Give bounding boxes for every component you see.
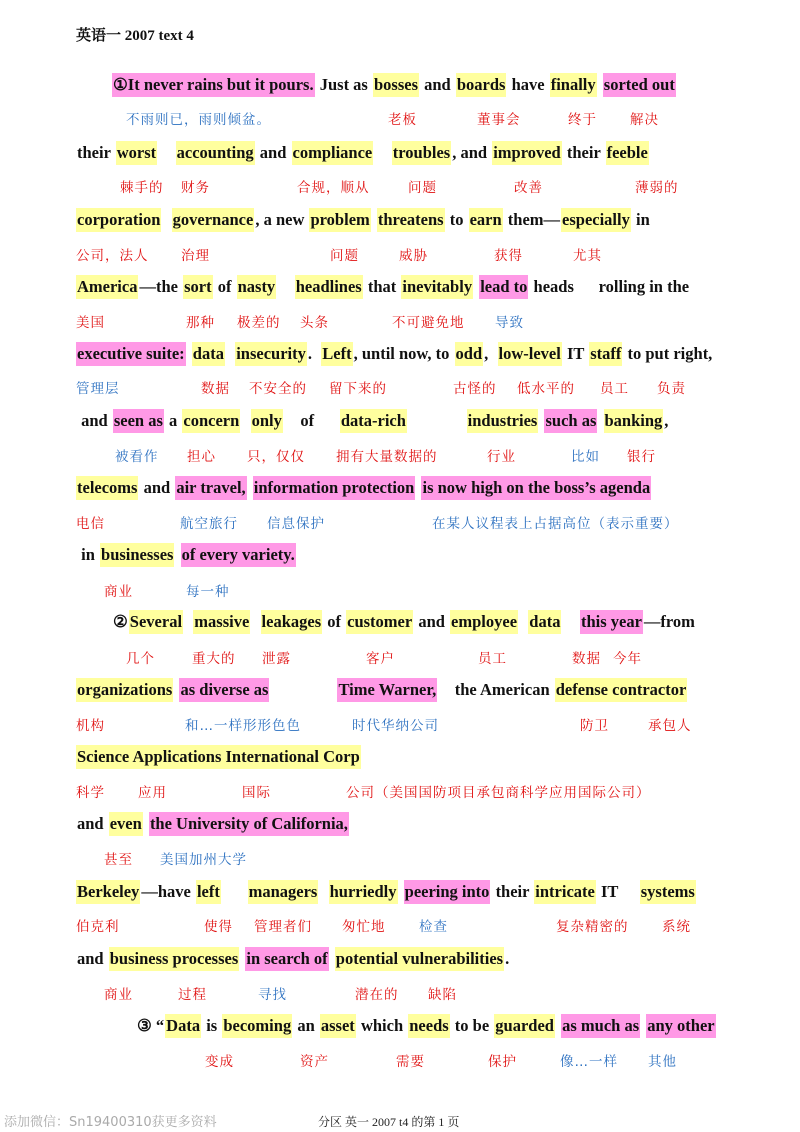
text-line	[76, 542, 296, 568]
text-line	[76, 207, 651, 233]
plain-text	[225, 342, 235, 366]
gloss-word: 解决	[630, 112, 659, 128]
plain-text: in	[77, 545, 100, 564]
plain-text	[157, 141, 176, 165]
text-line	[76, 879, 696, 905]
plain-text: —from	[643, 612, 695, 631]
gloss-word: 泄露	[262, 651, 291, 667]
word-highlight: America	[76, 275, 138, 299]
word-highlight: organizations	[76, 678, 173, 702]
gloss-word: 负责	[657, 381, 686, 397]
gloss-word: 寻找	[258, 987, 287, 1003]
gloss-word: 获得	[494, 248, 523, 264]
plain-text: their	[491, 882, 534, 901]
word-highlight: threatens	[377, 208, 445, 232]
plain-text: ②	[113, 612, 128, 631]
plain-text	[183, 610, 193, 634]
gloss-word: 银行	[627, 449, 656, 465]
word-highlight: data	[528, 610, 561, 634]
word-highlight: Left	[321, 342, 352, 366]
word-highlight: employee	[450, 610, 518, 634]
word-highlight: low-level	[498, 342, 562, 366]
plain-text	[318, 880, 328, 904]
gloss-word: 拥有大量数据的	[336, 449, 438, 465]
plain-text: ,	[664, 411, 669, 430]
word-highlight: intricate	[534, 880, 596, 904]
phrase-highlight: peering into	[404, 880, 491, 904]
plain-text	[276, 275, 295, 299]
gloss-word: 合规，顺从	[297, 180, 370, 196]
plain-text: is	[202, 1016, 222, 1035]
gloss-word: 潜在的	[355, 987, 399, 1003]
gloss-word: 防卫	[580, 718, 609, 734]
gloss-word: 客户	[366, 651, 395, 667]
page-number-label: 分区 英一 2007 t4 的第 1 页	[318, 1115, 460, 1129]
plain-text: Just as	[315, 75, 372, 94]
watermark-text: 添加微信：Sn19400310获更多资料	[4, 1115, 217, 1130]
word-highlight: data	[192, 342, 225, 366]
gloss-word: 匆忙地	[342, 919, 386, 935]
phrase-highlight: this year	[580, 610, 643, 634]
word-highlight: insecurity	[235, 342, 307, 366]
word-highlight: needs	[408, 1014, 449, 1038]
phrase-highlight: in search of	[245, 947, 328, 971]
plain-text: heads rolling in the	[529, 277, 690, 296]
word-highlight: Several	[129, 610, 183, 634]
plain-text: and	[414, 612, 450, 631]
word-highlight: earn	[469, 208, 503, 232]
plain-text: a	[164, 411, 182, 430]
gloss-word: 电信	[76, 516, 105, 532]
word-highlight: left	[196, 880, 221, 904]
gloss-word: 老板	[388, 112, 417, 128]
word-highlight: Science Applications International Corp	[76, 745, 361, 769]
plain-text	[221, 880, 248, 904]
gloss-line	[0, 445, 800, 465]
word-highlight: Berkeley	[76, 880, 140, 904]
word-highlight: business processes	[109, 947, 240, 971]
phrase-highlight: information protection	[253, 476, 416, 500]
text-line	[76, 408, 669, 434]
gloss-line	[0, 848, 800, 868]
plain-text: the American	[438, 680, 554, 699]
plain-text: —have	[141, 882, 195, 901]
gloss-line	[0, 176, 800, 196]
text-line	[76, 811, 349, 837]
gloss-word: 被看作	[115, 449, 159, 465]
word-highlight: even	[109, 812, 143, 836]
text-line	[76, 274, 690, 300]
gloss-word: 留下来的	[329, 381, 387, 397]
gloss-word: 终于	[568, 112, 597, 128]
gloss-word: 国际	[242, 785, 271, 801]
plain-text: them—	[503, 210, 561, 229]
word-highlight: boards	[456, 73, 507, 97]
phrase-highlight: the University of California,	[149, 812, 349, 836]
gloss-word: 承包人	[648, 718, 692, 734]
gloss-word: 管理者们	[254, 919, 312, 935]
gloss-word: 极差的	[237, 315, 281, 331]
word-highlight: massive	[193, 610, 250, 634]
word-highlight: nasty	[237, 275, 277, 299]
word-highlight: only	[251, 409, 283, 433]
gloss-line	[0, 580, 800, 600]
word-highlight: managers	[248, 880, 319, 904]
gloss-word: 商业	[104, 987, 133, 1003]
plain-text: that	[363, 277, 401, 296]
gloss-word: 数据	[572, 651, 601, 667]
gloss-word: 时代华纳公司	[352, 718, 439, 734]
plain-text	[407, 409, 467, 433]
gloss-word: 问题	[408, 180, 437, 196]
word-highlight: guarded	[494, 1014, 555, 1038]
gloss-line	[0, 108, 800, 128]
gloss-line	[0, 377, 800, 397]
gloss-word: 科学	[76, 785, 105, 801]
gloss-line	[0, 1050, 800, 1070]
plain-text: , a new	[255, 210, 309, 229]
gloss-word: 每一种	[186, 584, 230, 600]
word-highlight: finally	[550, 73, 597, 97]
word-highlight: inevitably	[401, 275, 473, 299]
plain-text: ,	[484, 344, 497, 363]
gloss-word: 航空旅行	[180, 516, 238, 532]
word-highlight: worst	[116, 141, 157, 165]
word-highlight: headlines	[295, 275, 363, 299]
gloss-word: 应用	[138, 785, 167, 801]
gloss-word: 复杂精密的	[556, 919, 629, 935]
phrase-highlight: sorted out	[603, 73, 676, 97]
word-highlight: accounting	[176, 141, 255, 165]
gloss-word: 不安全的	[249, 381, 307, 397]
word-highlight: systems	[640, 880, 696, 904]
phrase-highlight: as diverse as	[179, 678, 269, 702]
gloss-word: 重大的	[192, 651, 236, 667]
gloss-word: 资产	[300, 1054, 329, 1070]
text-line	[112, 609, 696, 635]
plain-text: of	[323, 612, 346, 631]
word-highlight: defense contractor	[555, 678, 688, 702]
gloss-word: 问题	[330, 248, 359, 264]
gloss-word: 担心	[187, 449, 216, 465]
phrase-highlight: lead to	[479, 275, 528, 299]
plain-text: and	[77, 814, 108, 833]
gloss-word: 员工	[600, 381, 629, 397]
gloss-word: 今年	[613, 651, 642, 667]
phrase-highlight: air travel,	[175, 476, 246, 500]
plain-text: in	[631, 210, 650, 229]
gloss-line	[0, 781, 800, 801]
gloss-line	[0, 311, 800, 331]
plain-text	[561, 610, 580, 634]
page-title: 英语一 2007 text 4	[76, 28, 194, 44]
gloss-word: 管理层	[76, 381, 120, 397]
plain-text: , and	[452, 143, 492, 162]
gloss-word: 导致	[495, 315, 524, 331]
gloss-word: 在某人议程表上占据高位（表示重要）	[432, 516, 679, 532]
gloss-word: 行业	[487, 449, 516, 465]
gloss-word: 像…一样	[560, 1054, 618, 1070]
word-highlight: industries	[467, 409, 539, 433]
word-highlight: customer	[346, 610, 413, 634]
word-highlight: governance	[172, 208, 255, 232]
gloss-line	[0, 714, 800, 734]
word-highlight: Data	[165, 1014, 201, 1038]
gloss-word: 其他	[648, 1054, 677, 1070]
plain-text: of	[283, 411, 339, 430]
gloss-word: 使得	[204, 919, 233, 935]
word-highlight: troubles	[392, 141, 451, 165]
gloss-word: 缺陷	[428, 987, 457, 1003]
word-highlight: problem	[309, 208, 370, 232]
word-highlight: data-rich	[340, 409, 407, 433]
gloss-line	[0, 244, 800, 264]
word-highlight: becoming	[222, 1014, 292, 1038]
plain-text: and	[420, 75, 455, 94]
gloss-word: 古怪的	[453, 381, 497, 397]
phrase-highlight: any other	[646, 1014, 715, 1038]
word-highlight: hurriedly	[329, 880, 398, 904]
plain-text	[269, 678, 337, 702]
gloss-word: 公司，法人	[76, 248, 149, 264]
plain-text	[161, 208, 171, 232]
plain-text	[250, 610, 260, 634]
phrase-highlight: as much as	[561, 1014, 640, 1038]
word-highlight: businesses	[100, 543, 174, 567]
word-highlight: concern	[182, 409, 240, 433]
gloss-line	[0, 983, 800, 1003]
plain-text: and	[139, 478, 175, 497]
word-highlight: potential vulnerabilities	[335, 947, 504, 971]
gloss-line	[0, 512, 800, 532]
word-highlight: compliance	[292, 141, 374, 165]
word-highlight: asset	[320, 1014, 356, 1038]
gloss-word: 和…一样形形色色	[185, 718, 301, 734]
word-highlight: bosses	[373, 73, 419, 97]
plain-text: and	[255, 143, 291, 162]
gloss-word: 检查	[419, 919, 448, 935]
plain-text: which	[356, 1016, 408, 1035]
gloss-word: 比如	[571, 449, 600, 465]
gloss-word: 美国	[76, 315, 105, 331]
gloss-word: 员工	[478, 651, 507, 667]
gloss-word: 伯克利	[76, 919, 120, 935]
plain-text	[518, 610, 528, 634]
gloss-word: 只，仅仅	[247, 449, 305, 465]
gloss-word: 财务	[181, 180, 210, 196]
gloss-word: 几个	[126, 651, 155, 667]
phrase-highlight: Time Warner,	[337, 678, 437, 702]
word-highlight: sort	[183, 275, 213, 299]
gloss-word: 尤其	[573, 248, 602, 264]
plain-text: their	[562, 143, 605, 162]
gloss-word: 甚至	[104, 852, 133, 868]
plain-text: .	[307, 344, 321, 363]
gloss-word: 治理	[181, 248, 210, 264]
plain-text: —the	[139, 277, 183, 296]
word-highlight: staff	[589, 342, 622, 366]
plain-text: an	[293, 1016, 319, 1035]
phrase-highlight: seen as	[113, 409, 164, 433]
plain-text: have	[507, 75, 549, 94]
gloss-word: 那种	[186, 315, 215, 331]
gloss-word: 不可避免地	[392, 315, 465, 331]
word-highlight: leakages	[261, 610, 323, 634]
plain-text: IT	[596, 882, 639, 901]
gloss-word: 过程	[178, 987, 207, 1003]
plain-text: to be	[450, 1016, 494, 1035]
gloss-word: 机构	[76, 718, 105, 734]
phrase-highlight: is now high on the boss’s agenda	[421, 476, 651, 500]
phrase-highlight: ①It never rains but it pours.	[112, 73, 315, 97]
plain-text: to put right,	[623, 344, 713, 363]
text-line	[76, 677, 687, 703]
plain-text: of	[213, 277, 236, 296]
gloss-word: 美国加州大学	[160, 852, 247, 868]
phrase-highlight: of every variety.	[181, 543, 296, 567]
phrase-highlight: such as	[544, 409, 597, 433]
word-highlight: improved	[492, 141, 562, 165]
text-line	[76, 475, 651, 501]
gloss-line	[0, 915, 800, 935]
gloss-word: 棘手的	[120, 180, 164, 196]
word-highlight: feeble	[606, 141, 649, 165]
gloss-word: 变成	[205, 1054, 234, 1070]
plain-text: IT	[562, 344, 589, 363]
plain-text: and	[77, 411, 112, 430]
gloss-word: 保护	[488, 1054, 517, 1070]
gloss-word: 商业	[104, 584, 133, 600]
word-highlight: banking	[604, 409, 664, 433]
text-line	[76, 946, 510, 972]
word-highlight: odd	[455, 342, 484, 366]
text-line	[136, 1013, 716, 1039]
word-highlight: telecoms	[76, 476, 138, 500]
plain-text: .	[505, 949, 510, 968]
plain-text: , until now, to	[353, 344, 454, 363]
gloss-word: 薄弱的	[635, 180, 679, 196]
gloss-word: 需要	[396, 1054, 425, 1070]
text-line	[76, 341, 713, 367]
word-highlight: especially	[561, 208, 631, 232]
gloss-word: 数据	[201, 381, 230, 397]
gloss-word: 头条	[300, 315, 329, 331]
plain-text: their	[77, 143, 115, 162]
gloss-word: 不雨则已，雨则倾盆。	[126, 112, 271, 128]
gloss-word: 公司（美国国防项目承包商科学应用国际公司）	[346, 785, 651, 801]
gloss-word: 低水平的	[517, 381, 575, 397]
plain-text: ③ “	[137, 1016, 165, 1035]
gloss-word: 改善	[514, 180, 543, 196]
text-line	[76, 744, 361, 770]
phrase-highlight: executive suite:	[76, 342, 186, 366]
gloss-line	[0, 647, 800, 667]
plain-text	[240, 409, 250, 433]
plain-text: and	[77, 949, 108, 968]
gloss-word: 系统	[662, 919, 691, 935]
plain-text: to	[445, 210, 468, 229]
gloss-word: 董事会	[477, 112, 521, 128]
gloss-word: 信息保护	[267, 516, 325, 532]
word-highlight: corporation	[76, 208, 161, 232]
plain-text	[373, 141, 392, 165]
gloss-word: 威胁	[399, 248, 428, 264]
text-line	[76, 140, 649, 166]
text-line	[112, 72, 676, 98]
